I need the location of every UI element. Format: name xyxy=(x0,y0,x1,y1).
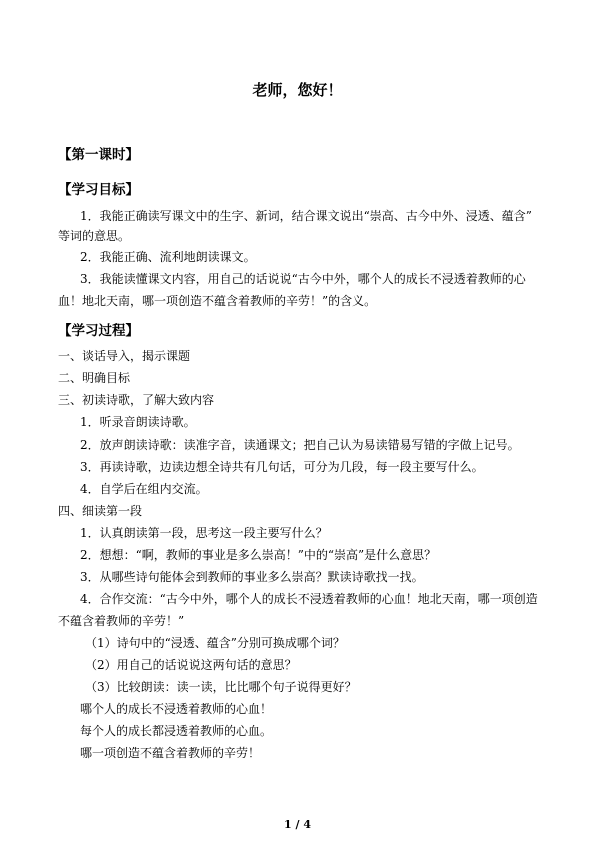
goal-line-3-cont: 血！地北天南，哪一项创造不蕴含着教师的辛劳！”的含义。 xyxy=(58,294,377,308)
process-line: （2）用自己的话说说这两句话的意思？ xyxy=(85,658,297,672)
process-line: 每个人的成长都浸透着教师的心血。 xyxy=(80,724,273,738)
process-line: 二、明确目标 xyxy=(58,371,131,385)
process-line: 不蕴含着教师的辛劳！” xyxy=(58,614,185,628)
goal-line-1-cont: 等词的意思。 xyxy=(58,229,131,243)
goal-line-2: 2．我能正确、流利地朗读课文。 xyxy=(80,250,256,264)
process-line: 4．自学后在组内交流。 xyxy=(80,482,208,496)
process-line: 3．从哪些诗句能体会到教师的事业多么崇高？默读诗歌找一找。 xyxy=(80,570,424,584)
page-title: 老师，您好！ xyxy=(252,81,343,99)
heading-learning-process: 【学习过程】 xyxy=(58,323,139,339)
heading-first-lesson: 【第一课时】 xyxy=(58,147,139,163)
process-line: 哪个人的成长不浸透着教师的心血！ xyxy=(80,702,273,716)
process-line: 2．想想：“啊，教师的事业是多么崇高！”中的“崇高”是什么意思？ xyxy=(80,548,437,562)
process-line: （1）诗句中的“浸透、蕴含”分别可换成哪个词？ xyxy=(85,636,345,650)
goal-line-1: 1．我能正确读写课文中的生字、新词，结合课文说出“崇高、古今中外、浸透、蕴含” xyxy=(80,209,532,223)
process-line: 2．放声朗读诗歌：读准字音，读通课文；把自己认为易读错易写错的字做上记号。 xyxy=(80,438,520,452)
goal-line-3: 3．我能读懂课文内容，用自己的话说说“古今中外，哪个人的成长不浸透着教师的心 xyxy=(80,272,526,286)
process-line: 4．合作交流：“古今中外，哪个人的成长不浸透着教师的心血！地北天南，哪一项创造 xyxy=(80,592,538,606)
process-line: （3）比较朗读：读一读，比比哪个句子说得更好？ xyxy=(85,680,357,694)
process-line: 3．再读诗歌，边读边想全诗共有几句话，可分为几段，每一段主要写什么。 xyxy=(80,460,484,474)
process-line: 一、谈话导入，揭示课题 xyxy=(58,349,191,363)
process-line: 1．认真朗读第一段，思考这一段主要写什么？ xyxy=(80,526,328,540)
heading-learning-goals: 【学习目标】 xyxy=(58,182,139,198)
process-line: 四、细读第一段 xyxy=(58,504,143,518)
page-number: 1 / 4 xyxy=(284,818,311,831)
process-line: 哪一项创造不蕴含着教师的辛劳！ xyxy=(80,746,261,760)
process-line: 三、初读诗歌，了解大致内容 xyxy=(58,393,215,407)
process-line: 1．听录音朗读诗歌。 xyxy=(80,415,196,429)
